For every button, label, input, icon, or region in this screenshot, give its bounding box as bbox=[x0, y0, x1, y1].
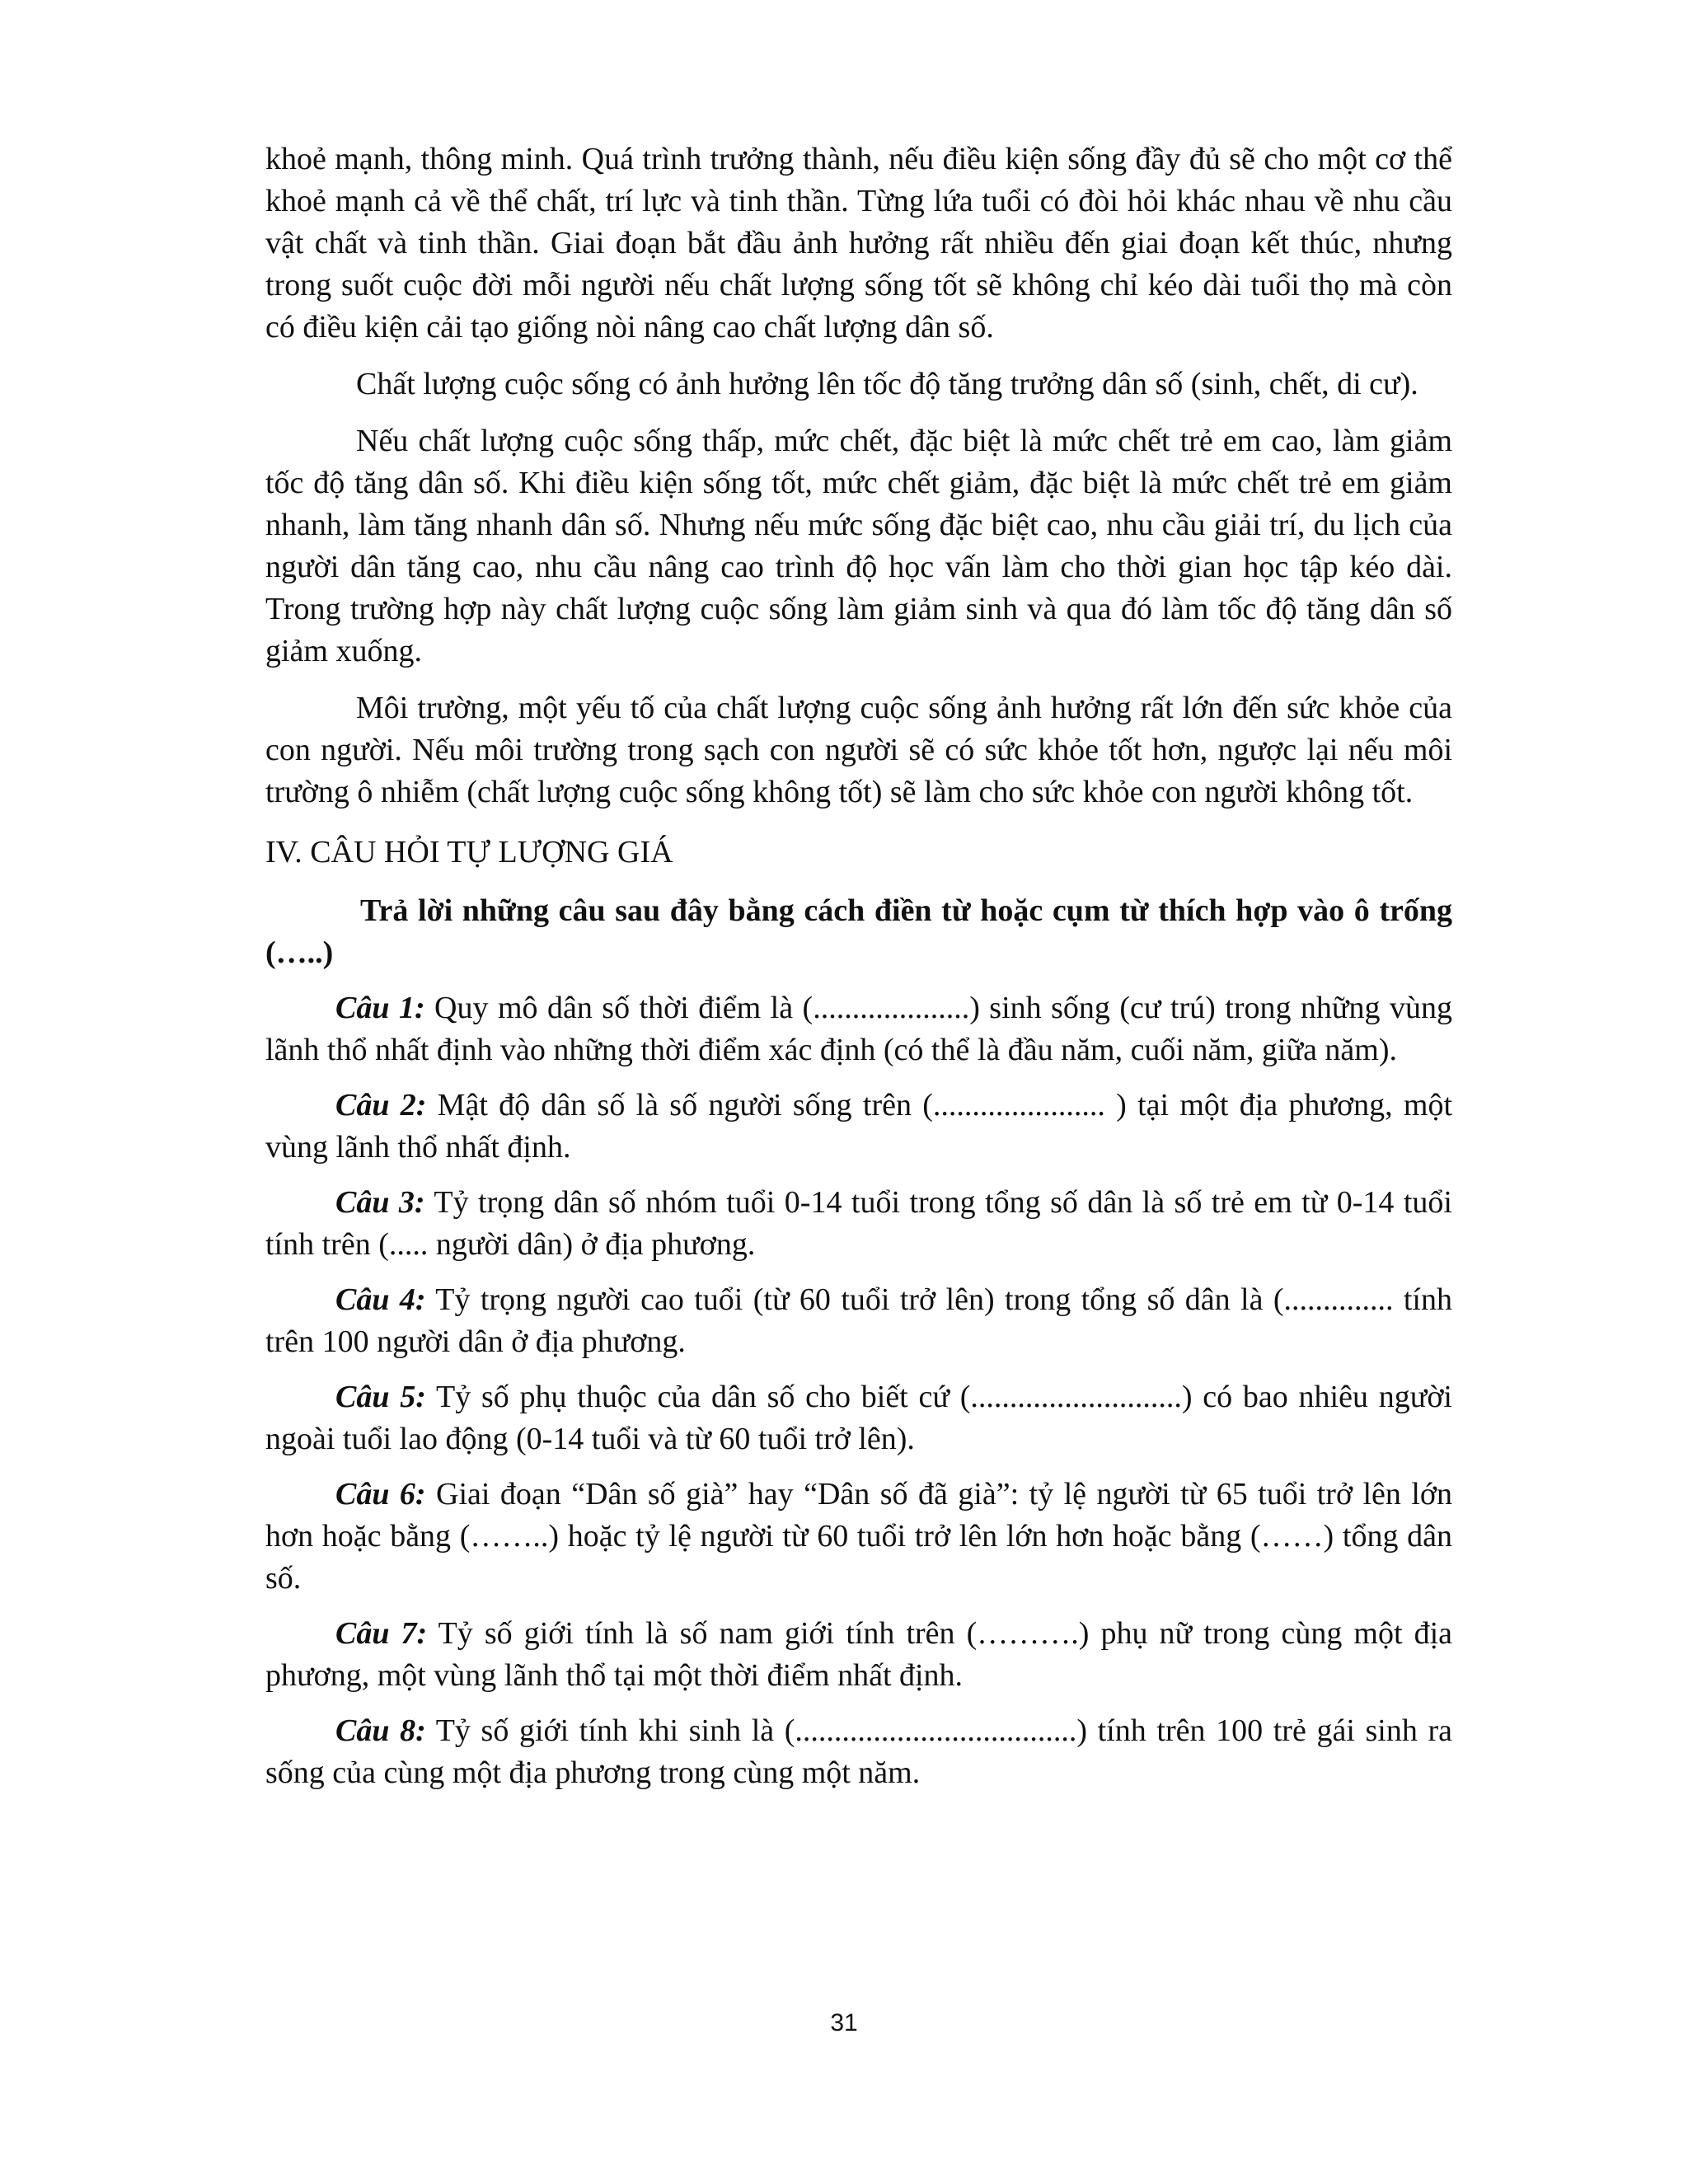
page-number: 31 bbox=[830, 2009, 858, 2036]
question-text: Tỷ số giới tính là số nam giới tính trên (……….) phụ nữ trong cùng một địa phương, một vùng lãnh thổ tại một thời điểm nhất định. bbox=[265, 1616, 1452, 1693]
section-title: IV. CÂU HỎI TỰ LƯỢNG GIÁ bbox=[265, 835, 673, 869]
question-4 bbox=[265, 1279, 1452, 1363]
question-5 bbox=[265, 1376, 1452, 1460]
question-2 bbox=[265, 1085, 1452, 1169]
question-label: Câu 8: bbox=[335, 1713, 426, 1748]
question-text: Tỷ trọng người cao tuổi (từ 60 tuổi trở lên) trong tổng số dân là (.............. tính trên 100 người dân ở địa phương. bbox=[265, 1282, 1452, 1359]
question-text: Tỷ trọng dân số nhóm tuổi 0-14 tuổi trong tổng số dân là số trẻ em từ 0-14 tuổi tính trên (..... người dân) ở địa phương. bbox=[265, 1185, 1452, 1262]
paragraph-3: Nếu chất lượng cuộc sống thấp, mức chết, đặc biệt là mức chết trẻ em cao, làm giảm tốc độ tăng dân số. Khi điều kiện sống tốt, mức chết giảm, đặc biệt là mức chết trẻ em giảm nhanh, làm tăng nhanh dân số. Nhưng nếu mức sống đặc biệt cao, nhu cầu giải trí, du lịch của người dân tăng cao, nhu cầu nâng cao trình độ học vấn làm cho thời gian học tập kéo dài. Trong trường hợp này chất lượng cuộc sống làm giảm sinh và qua đó làm tốc độ tăng dân số giảm xuống. bbox=[265, 424, 1452, 668]
question-1 bbox=[265, 987, 1452, 1071]
paragraph-2: Chất lượng cuộc sống có ảnh hưởng lên tốc độ tăng trưởng dân số (sinh, chết, di cư). bbox=[356, 367, 1418, 401]
question-text: Mật độ dân số là số người sống trên (...................... ) tại một địa phương, một vùng lãnh thổ nhất định. bbox=[265, 1088, 1452, 1165]
question-label: Câu 3: bbox=[335, 1185, 425, 1220]
question-label: Câu 5: bbox=[335, 1380, 426, 1414]
question-text: Giai đoạn “Dân số già” hay “Dân số đã già”: tỷ lệ người từ 65 tuổi trở lên lớn hơn hoặc bằng (……..) hoặc tỷ lệ người từ 60 tuổi trở lên lớn hơn hoặc bằng (……) tổng dân số. bbox=[265, 1477, 1453, 1596]
question-3 bbox=[265, 1182, 1452, 1266]
question-label: Câu 7: bbox=[335, 1616, 428, 1651]
question-label: Câu 1: bbox=[335, 991, 425, 1025]
question-6 bbox=[265, 1474, 1452, 1600]
question-text: Tỷ số phụ thuộc của dân số cho biết cứ (...........................) có bao nhiêu người ngoài tuổi lao động (0-14 tuổi và từ 60 tuổi trở lên). bbox=[265, 1380, 1452, 1456]
question-label: Câu 2: bbox=[335, 1088, 427, 1122]
question-label: Câu 6: bbox=[335, 1477, 426, 1511]
question-text: Tỷ số giới tính khi sinh là (....................................) tính trên 100 trẻ gái sinh ra sống của cùng một địa phương trong cùng một năm. bbox=[265, 1713, 1452, 1790]
question-7 bbox=[265, 1613, 1452, 1697]
paragraph-1: khoẻ mạnh, thông minh. Quá trình trưởng thành, nếu điều kiện sống đầy đủ sẽ cho một cơ thể khoẻ mạnh cả về thể chất, trí lực và tinh thần. Từng lứa tuổi có đòi hỏi khác nhau về nhu cầu vật chất và tinh thần. Giai đoạn bắt đầu ảnh hưởng rất nhiều đến giai đoạn kết thúc, nhưng trong suốt cuộc đời mỗi người nếu chất lượng sống tốt sẽ không chỉ kéo dài tuổi thọ mà còn có điều kiện cải tạo giống nòi nâng cao chất lượng dân số. bbox=[265, 142, 1452, 344]
document-page bbox=[265, 138, 1452, 1794]
paragraph-4: Môi trường, một yếu tố của chất lượng cuộc sống ảnh hưởng rất lớn đến sức khỏe của con người. Nếu môi trường trong sạch con người sẽ có sức khỏe tốt hơn, ngược lại nếu môi trường ô nhiễm (chất lượng cuộc sống không tốt) sẽ làm cho sức khỏe con người không tốt. bbox=[265, 691, 1452, 809]
question-label: Câu 4: bbox=[335, 1282, 426, 1317]
question-text: Quy mô dân số thời điểm là (....................) sinh sống (cư trú) trong những vùng lãnh thổ nhất định vào những thời điểm xác định (có thể là đầu năm, cuối năm, giữa năm). bbox=[265, 991, 1452, 1067]
section-instruction: Trả lời những câu sau đây bằng cách điền từ hoặc cụm từ thích hợp vào ô trống (…..) bbox=[265, 893, 1452, 970]
question-8 bbox=[265, 1710, 1452, 1794]
